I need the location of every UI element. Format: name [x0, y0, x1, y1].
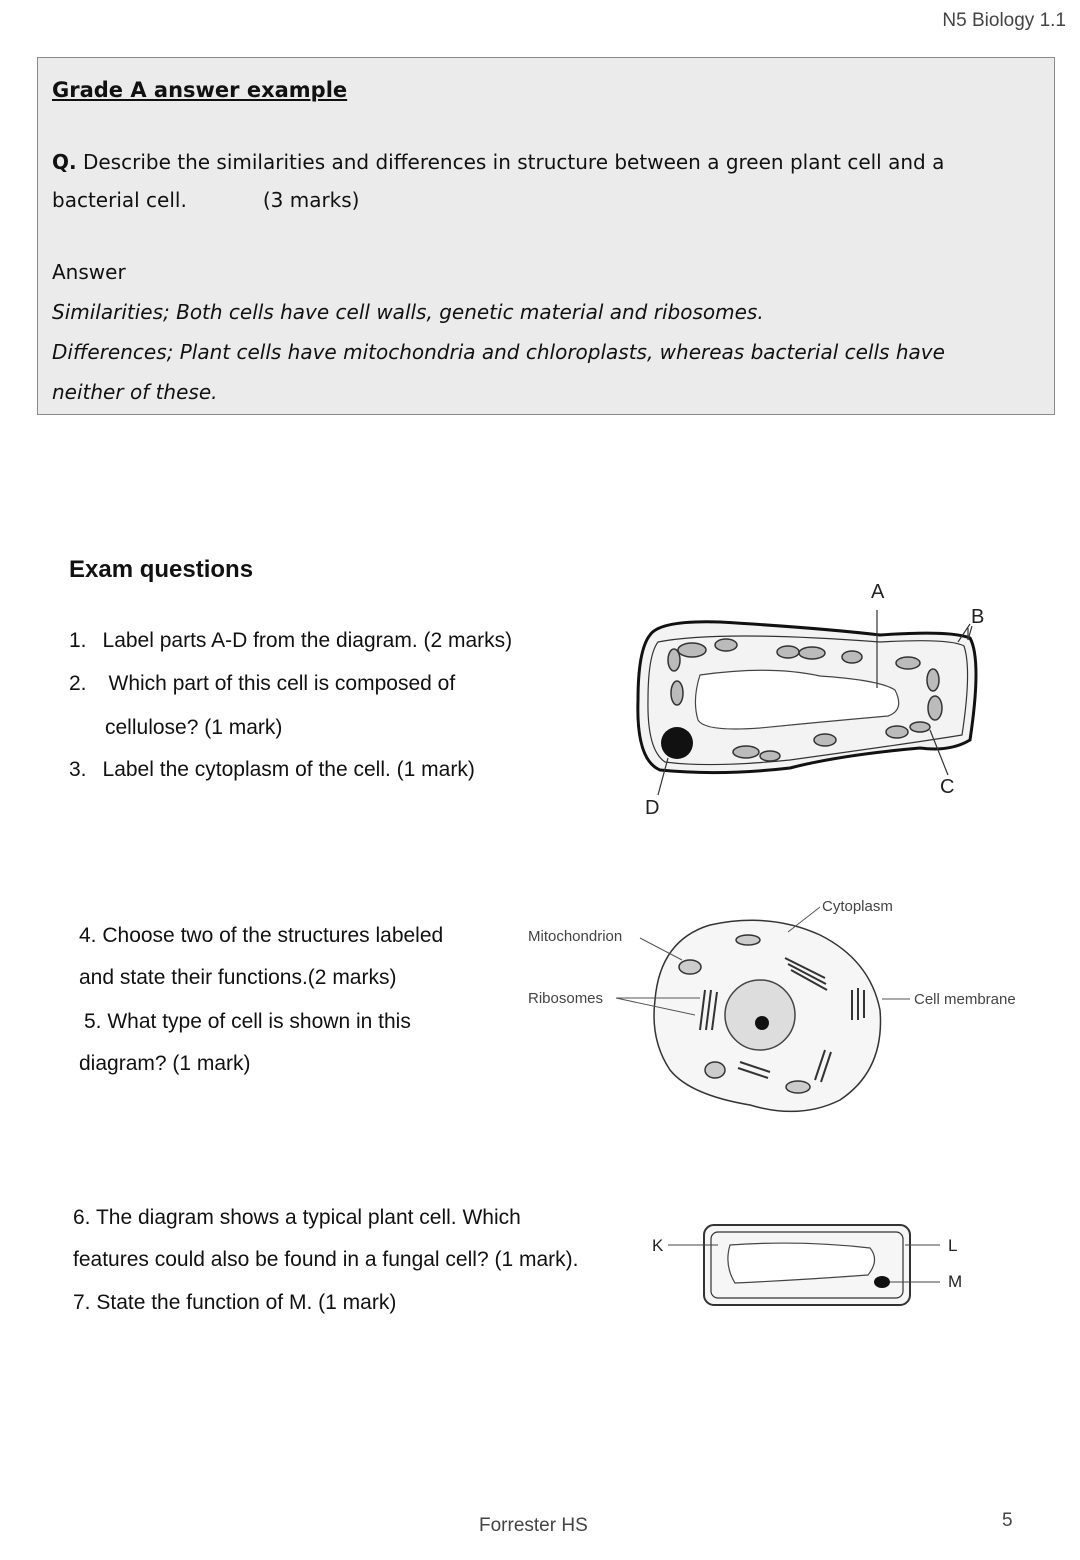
grade-a-example-box: [37, 57, 1055, 415]
label-ribosomes: Ribosomes: [528, 990, 604, 1007]
example-question-line1: [52, 150, 944, 174]
label-l: L: [948, 1236, 958, 1255]
q-prefix: Q.: [52, 150, 77, 174]
question-1: [69, 629, 512, 653]
label-a: A: [871, 581, 885, 603]
label-b: B: [971, 606, 985, 628]
plant-cell-diagram-1: [620, 580, 1020, 820]
question-5-line2: diagram? (1 mark): [79, 1052, 251, 1075]
example-title: Grade A answer example: [52, 78, 348, 102]
question-5-line1: 5. What type of cell is shown in this: [84, 1010, 411, 1033]
question-4-line1: 4. Choose two of the structures labeled: [79, 924, 444, 947]
q1-text: Label parts A-D from the diagram. (2 marks): [102, 629, 513, 652]
question-marks: (3 marks): [262, 188, 360, 212]
question-7: 7. State the function of M. (1 mark): [73, 1291, 397, 1314]
example-question-line2: [52, 188, 359, 212]
question-6-line1: 6. The diagram shows a typical plant cell. Which: [73, 1206, 521, 1229]
label-mitochondrion: Mitochondrion: [528, 928, 623, 945]
answer-line1: Similarities; Both cells have cell walls, genetic material and ribosomes.: [52, 300, 764, 324]
q2-text: Which part of this cell is composed of: [108, 672, 456, 695]
answer-line3: neither of these.: [52, 380, 218, 404]
course-header: N5 Biology 1.1: [942, 10, 1066, 31]
question-text-2: bacterial cell.: [52, 188, 187, 212]
q1-num: 1.: [69, 629, 87, 652]
question-2-cont: cellulose? (1 mark): [105, 716, 283, 739]
answer-label: Answer: [52, 260, 126, 284]
q3-text: Label the cytoplasm of the cell. (1 mark): [102, 758, 475, 781]
q3-num: 3.: [69, 758, 87, 781]
label-d: D: [645, 797, 660, 819]
question-3: [69, 758, 475, 782]
page-number: 5: [1002, 1510, 1013, 1531]
label-m: M: [948, 1272, 963, 1291]
question-2: [69, 672, 455, 696]
footer-school: Forrester HS: [479, 1515, 588, 1536]
label-cytoplasm: Cytoplasm: [822, 898, 893, 915]
label-k: K: [652, 1236, 664, 1255]
label-cell-membrane: Cell membrane: [914, 991, 1016, 1008]
plant-cell-diagram-2: [640, 1215, 980, 1315]
question-text: Describe the similarities and differences in structure between a green plant cell and a: [82, 150, 945, 174]
question-6-line2: features could also be found in a fungal cell? (1 mark).: [73, 1248, 579, 1271]
animal-cell-diagram: [520, 890, 1040, 1130]
answer-line2: Differences; Plant cells have mitochondria and chloroplasts, whereas bacterial cells have: [52, 340, 945, 364]
label-c: C: [940, 776, 955, 798]
q2-num: 2.: [69, 672, 87, 695]
question-4-line2: and state their functions.(2 marks): [79, 966, 397, 989]
exam-questions-heading: Exam questions: [69, 556, 254, 583]
